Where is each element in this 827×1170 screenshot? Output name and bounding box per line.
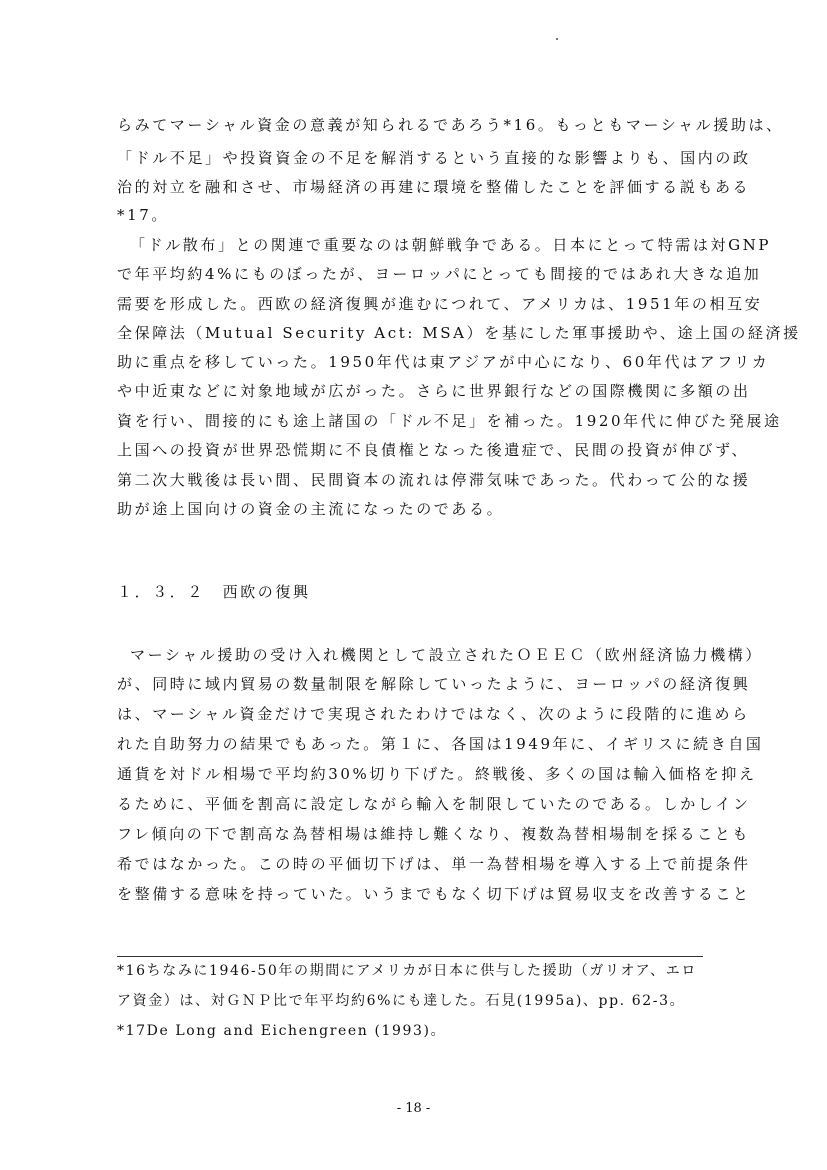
body-line: や中近東などに対象地域が広がった。さらに世界銀行などの国際機関に多額の出 — [117, 382, 751, 400]
body-line: は、マーシャル資金だけで実現されたわけではなく、次のように段階的に進めら — [117, 705, 750, 723]
body-line: が、同時に域内貿易の数量制限を解除していったように、ヨーロッパの経済復興 — [117, 675, 751, 693]
body-line: で年平均約4%にものぼったが、ヨーロッパにとっても間接的ではあれ大きな追加 — [117, 265, 762, 283]
body-line: を整備する意味を持っていた。いうまでもなく切下げは貿易収支を改善すること — [117, 885, 751, 903]
body-line: 「ドル不足」や投資資金の不足を解消するという直接的な影響よりも、国内の政 — [117, 149, 751, 167]
body-line: 上国への投資が世界恐慌期に不良債権となった後遺症で、民間の投資が伸びず、 — [117, 441, 750, 459]
body-line: らみてマーシャル資金の意義が知られるであろう*16。もっともマーシャル援助は、 — [117, 116, 784, 134]
body-line: マーシャル援助の受け入れ機関として設立されたＯＥＥＣ（欧州経済協力機構） — [130, 646, 764, 664]
section-heading: １．３．２ 西欧の復興 — [117, 583, 311, 601]
body-line: れた自助努力の結果でもあった。第１に、各国は1949年に、イギリスに続き自国 — [117, 735, 764, 753]
body-line: 希ではなかった。この時の平価切下げは、単一為替相場を導入する上で前提条件 — [117, 855, 751, 873]
body-line: 資を行い、間接的にも途上諸国の「ドル不足」を補った。1920年代に伸びた発展途 — [117, 412, 782, 430]
body-line: 通貨を対ドル相場で平均約30%切り下げた。終戦後、多くの国は輸入価格を抑え — [117, 765, 757, 783]
footnote: *16ちなみに1946-50年の期間にアメリカが日本に供与した援助（ガリオア、エロ — [117, 963, 697, 979]
footnote-rule — [117, 956, 703, 957]
body-line: *17。 — [117, 206, 169, 224]
body-line: 「ドル散布」との関連で重要なのは朝鮮戦争である。日本にとって特需は対GNP — [130, 236, 772, 254]
body-line: 全保障法（Mutual Security Act: MSA）を基にした軍事援助や、途上国の経済援 — [117, 324, 801, 342]
body-line: 第二次大戦後は長い間、民間資本の流れは停滞気味であった。代わって公的な援 — [117, 471, 751, 489]
body-line: フレ傾向の下で割高な為替相場は維持し難くなり、複数為替相場制を採ることも — [117, 825, 751, 843]
body-line: るために、平価を割高に設定しながら輸入を制限していたのである。しかしイン — [117, 795, 751, 813]
body-line: 需要を形成した。西欧の経済復興が進むにつれて、アメリカは、1951年の相互安 — [117, 295, 763, 313]
scan-speck — [556, 38, 558, 40]
body-line: 治的対立を融和させ、市場経済の再建に環境を整備したことを評価する説もある — [117, 178, 751, 196]
body-line: 助が途上国向けの資金の主流になったのである。 — [117, 500, 505, 518]
footnote: *17De Long and Eichengreen (1993)。 — [117, 1023, 447, 1039]
footnote: ア資金）は、対ＧＮＰ比で年平均約6%にも達した。石見(1995a)、pp. 62-3。 — [117, 993, 686, 1009]
page-number: - 18 - — [396, 1101, 431, 1116]
body-line: 助に重点を移していった。1950年代は東アジアが中心になり、60年代はアフリカ — [117, 353, 770, 371]
